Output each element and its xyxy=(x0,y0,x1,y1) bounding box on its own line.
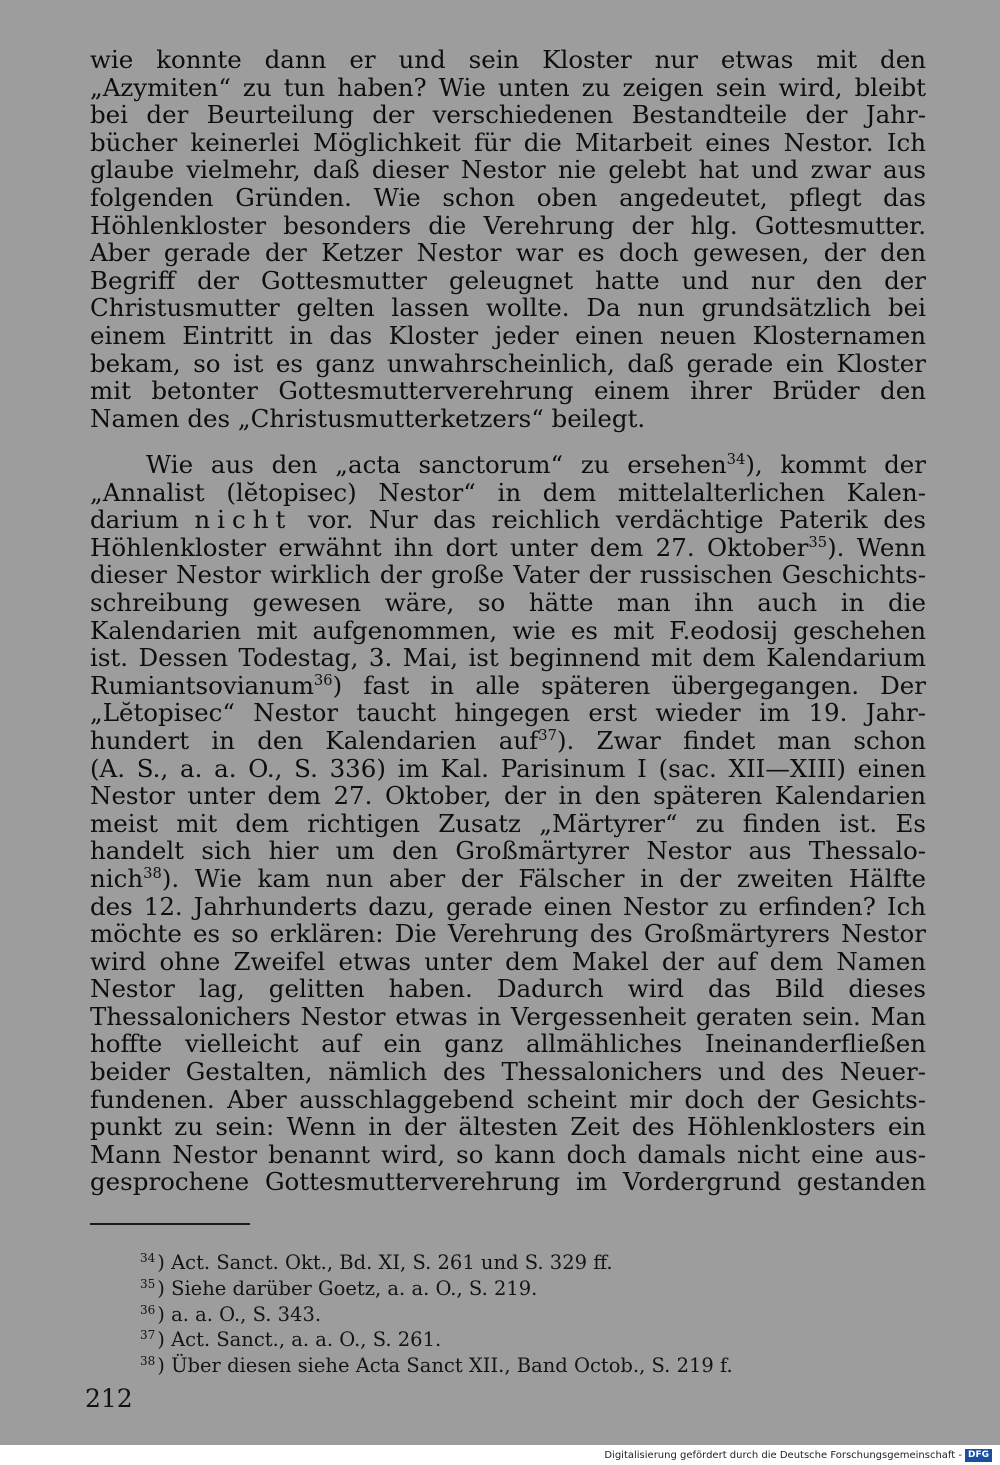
text-line: mit betonter Gottesmutterverehrung einem ihrer Brüder den xyxy=(90,376,926,406)
text-line: „Annalist (lĕtopisec) Nestor“ in dem mittelalterlichen Kalen- xyxy=(90,477,926,507)
text-line: handelt sich hier um den Großmärtyrer Nestor aus Thessalo- xyxy=(90,836,926,866)
text-line: Namen des „Christusmutterketzers“ beilegt. xyxy=(90,403,646,433)
text-line xyxy=(90,672,926,700)
text-line: gesprochene Gottesmutterverehrung im Vordergrund gestanden xyxy=(90,1167,926,1197)
footnote-text: ) Siehe darüber Goetz, a. a. O., S. 219. xyxy=(157,1276,538,1300)
page-number: 212 xyxy=(85,1384,133,1413)
credit-text: Digitalisierung gefördert durch die Deutsche Forschungsgemeinschaft - xyxy=(604,1449,962,1461)
footnote-ref[interactable]: 34 xyxy=(726,451,746,469)
footnote-divider xyxy=(90,1223,250,1225)
paragraph-2 xyxy=(90,451,926,1196)
footnote-mark: 36 xyxy=(140,1302,156,1317)
text-line: „Azymiten“ zu tun haben? Wie unten zu zeigen sein wird, bleibt xyxy=(90,72,926,102)
text-run: Höhlenkloster erwähnt ihn dort unter dem 27. Oktober xyxy=(90,532,809,562)
text-line: meist mit dem richtigen Zusatz „Märtyrer“ zu finden ist. Es xyxy=(90,808,926,838)
footnote-mark: 34 xyxy=(140,1251,156,1265)
footnote-mark: 37 xyxy=(140,1328,156,1343)
footnote-ref[interactable]: 36 xyxy=(313,671,333,689)
footnote xyxy=(140,1325,940,1351)
text-line: „Lĕtopisec“ Nestor taucht hingegen erst wieder im 19. Jahr- xyxy=(90,698,926,728)
text-run: ), kommt der xyxy=(745,450,926,479)
text-line: Nestor lag, gelitten haben. Dadurch wird das Bild dieses xyxy=(90,974,926,1004)
footnote xyxy=(140,1351,940,1377)
footnote xyxy=(140,1274,940,1300)
dfg-logo[interactable]: DFG xyxy=(965,1449,992,1462)
text-run: vor. Nur das reichlich verdächtige Paterik des xyxy=(292,505,926,535)
text-line: bekam, so ist es ganz unwahrscheinlich, daß gerade ein Kloster xyxy=(90,348,926,378)
text-line: glaube vielmehr, daß dieser Nestor nie gelebt hat und zwar aus xyxy=(90,155,926,185)
text-line: bei der Beurteilung der verschiedenen Bestandteile der Jahr- xyxy=(90,100,926,130)
text-line: Kalendarien mit aufgenommen, wie es mit F.eodosij geschehen xyxy=(90,615,926,645)
text-run: ). Zwar findet man schon xyxy=(556,725,926,755)
text-line: Nestor unter dem 27. Oktober, der in den späteren Kalendarien xyxy=(90,781,926,811)
text-line: dieser Nestor wirklich der große Vater der russischen Geschichts- xyxy=(90,560,926,590)
footnote-mark: 38 xyxy=(140,1354,156,1369)
footnote-ref[interactable]: 38 xyxy=(143,865,162,883)
text-line: ist. Dessen Todestag, 3. Mai, ist beginnend mit dem Kalendarium xyxy=(90,643,926,673)
text-line: fundenen. Aber ausschlaggebend scheint mir doch der Gesichts- xyxy=(90,1084,926,1114)
text-line: punkt zu sein: Wenn in der ältesten Zeit des Höhlenklosters ein xyxy=(90,1112,926,1142)
text-line: wie konnte dann er und sein Kloster nur etwas mit den xyxy=(90,45,926,74)
text-line: Aber gerade der Ketzer Nestor war es doch gewesen, der den xyxy=(90,238,926,268)
text-line: Thessalonichers Nestor etwas in Vergessenheit geraten sein. Man xyxy=(90,1001,926,1031)
text-line: Begriff der Gottesmutter geleugnet hatte und nur den der xyxy=(90,265,926,295)
text-run: Wie aus den „acta sanctorum“ zu ersehen xyxy=(146,450,727,479)
footnote xyxy=(140,1248,940,1274)
text-line: (A. S., a. a. O., S. 336) im Kal. Parisinum I (sac. XII—XIII) einen xyxy=(90,753,926,783)
text-run: ) fast in alle späteren übergegangen. Der xyxy=(332,670,926,700)
footnotes xyxy=(140,1248,940,1377)
text-line: möchte es so erklären: Die Verehrung des Großmärtyrers Nestor xyxy=(90,919,926,949)
footnote-text: ) Act. Sanct., a. a. O., S. 261. xyxy=(157,1328,442,1352)
footnote-ref[interactable]: 37 xyxy=(538,727,557,745)
text-line: schreibung gewesen wäre, so hätte man ihn auch in die xyxy=(90,587,926,617)
text-line: beider Gestalten, nämlich des Thessalonichers und des Neuer- xyxy=(90,1057,926,1087)
text-line: wird ohne Zweifel etwas unter dem Makel der auf dem Namen xyxy=(90,946,926,976)
text-run: Rumiantsovianum xyxy=(90,670,314,700)
text-run: darium xyxy=(90,505,195,535)
footnote-text: ) a. a. O., S. 343. xyxy=(157,1302,322,1326)
footnote-ref[interactable]: 35 xyxy=(808,533,828,551)
text-line: folgenden Gründen. Wie schon oben angedeutet, pflegt das xyxy=(90,182,926,212)
text-line xyxy=(90,506,926,534)
text-run: nich xyxy=(90,863,144,893)
paragraph-1 xyxy=(90,46,926,432)
footnote-text: ) Über diesen siehe Acta Sanct XII., Band Octob., S. 219 f. xyxy=(157,1354,733,1378)
text-line xyxy=(90,727,926,755)
text-line: des 12. Jahrhunderts dazu, gerade einen Nestor zu erfinden? Ich xyxy=(90,891,926,921)
text-line xyxy=(90,451,926,479)
text-run: hundert in den Kalendarien auf xyxy=(90,725,539,755)
digitization-credit xyxy=(604,1448,992,1462)
emphasized-word: nicht xyxy=(194,505,293,535)
text-run: ). Wenn xyxy=(827,532,926,562)
text-line: Höhlenkloster besonders die Verehrung der hlg. Gottesmutter. xyxy=(90,210,926,240)
text-run: ). Wie kam nun aber der Fälscher in der zweiten Hälfte xyxy=(161,863,926,893)
footnote xyxy=(140,1300,940,1326)
text-line: Christusmutter gelten lassen wollte. Da nun grundsätzlich bei xyxy=(90,293,926,323)
text-line: hoffte vielleicht auf ein ganz allmähliches Ineinanderfließen xyxy=(90,1029,926,1059)
footnote-mark: 35 xyxy=(140,1276,156,1291)
text-line: Mann Nestor benannt wird, so kann doch damals nicht eine aus- xyxy=(90,1139,926,1169)
footnote-text: ) Act. Sanct. Okt., Bd. XI, S. 261 und S. 329 ff. xyxy=(157,1251,613,1274)
text-line: bücher keinerlei Möglichkeit für die Mitarbeit eines Nestor. Ich xyxy=(90,127,926,157)
text-line: einem Eintritt in das Kloster jeder einen neuen Klosternamen xyxy=(90,320,926,350)
text-line xyxy=(90,865,926,893)
text-line xyxy=(90,534,926,562)
